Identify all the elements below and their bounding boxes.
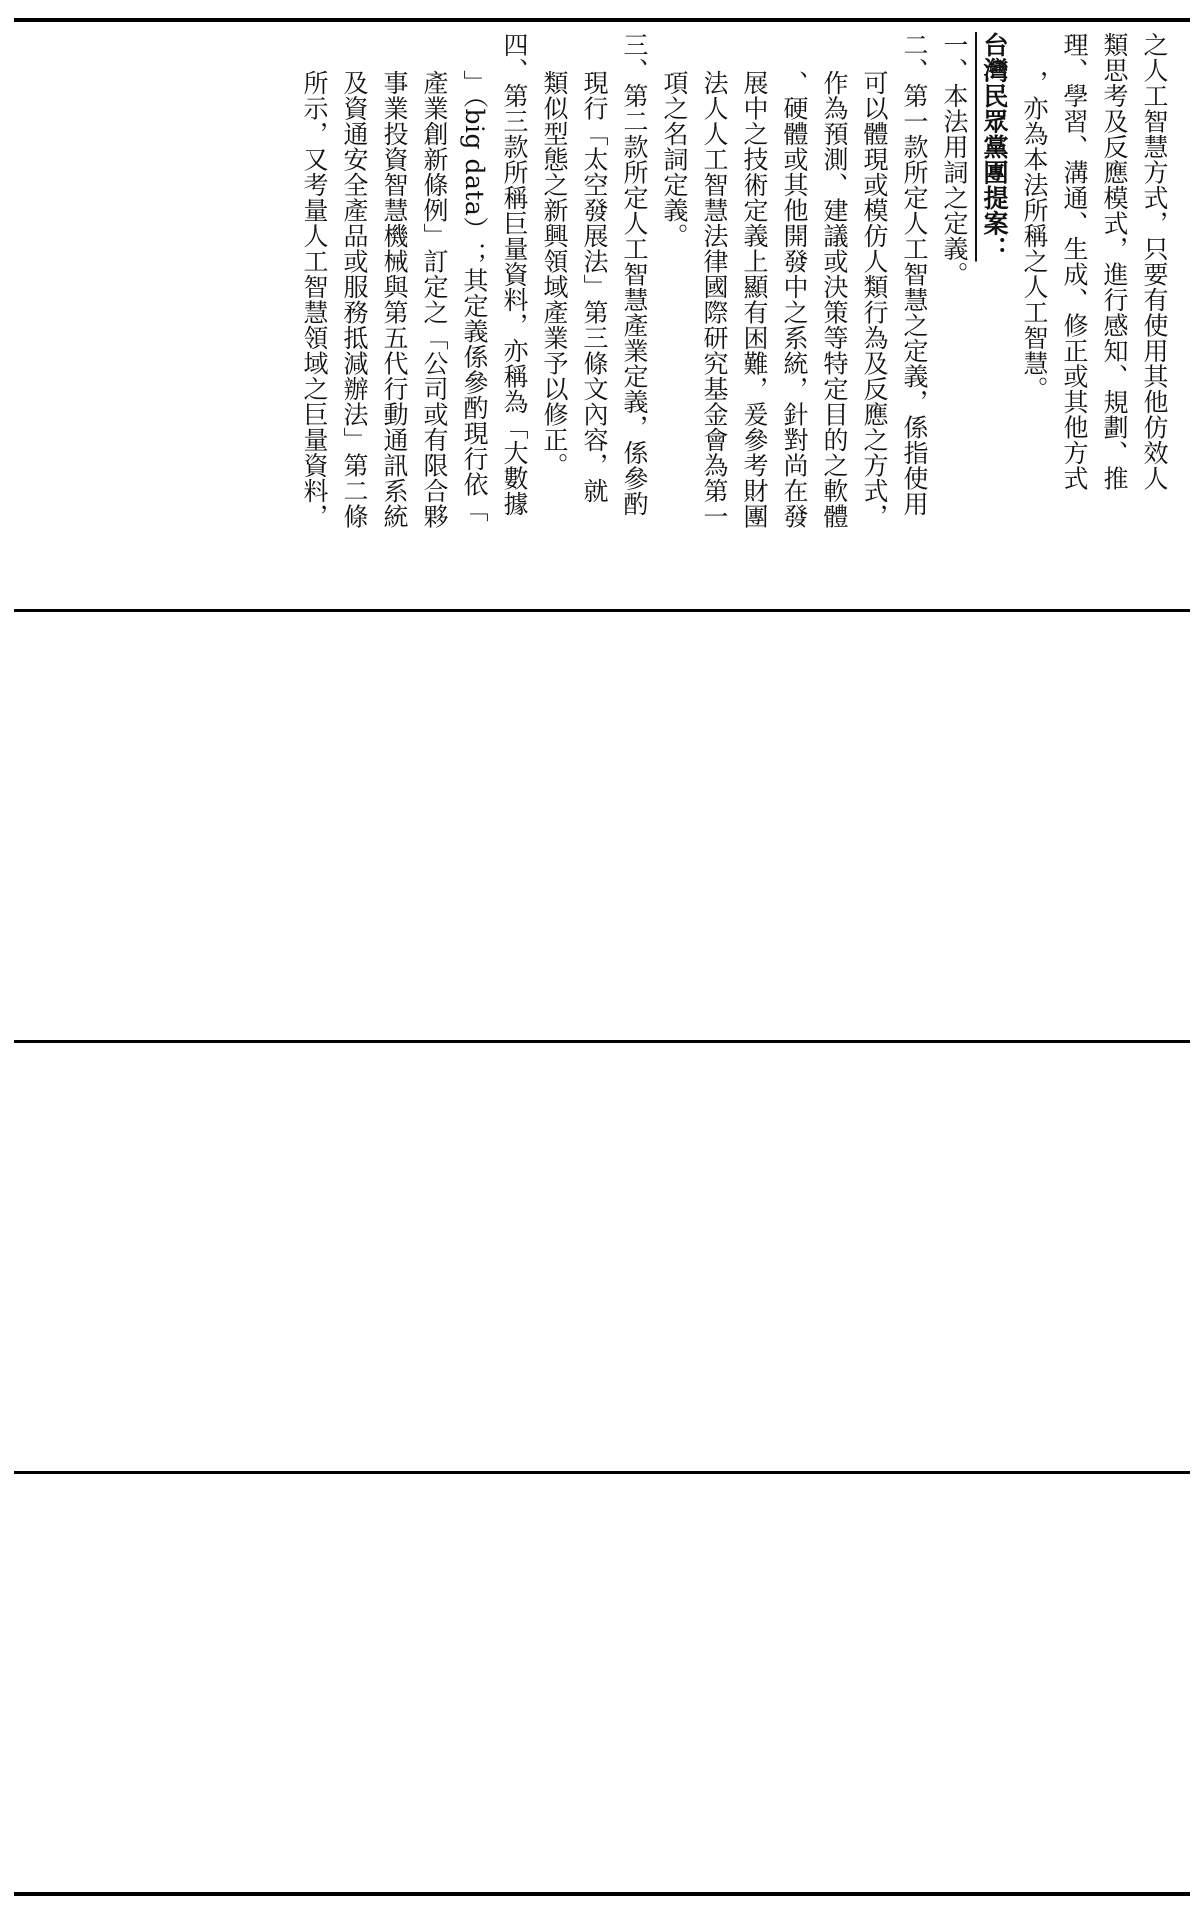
section-heading: 台灣民眾黨團提案： <box>980 32 1009 262</box>
text-line-13: 項之名詞定義。 <box>660 70 689 249</box>
text-line-21: 及資通安全產品或服務抵減辦法」第二條 <box>340 70 369 529</box>
text-line-16: 類似型態之新興領域產業予以修正。 <box>540 70 569 478</box>
empty-cell-2 <box>14 1043 1190 1471</box>
empty-cell-3 <box>14 1474 1190 1892</box>
text-line-3: 理、學習、溝通、生成、修正或其他方式 <box>1060 32 1089 491</box>
text-line-14: 三、第二款所定人工智慧產業定義，係參酌 <box>620 32 649 517</box>
text-line-8: 可以體現或模仿人類行為及反應之方式， <box>860 70 889 529</box>
text-line-10: 、硬體或其他開發中之系統，針對尚在發 <box>780 70 809 529</box>
text-line-12: 法人人工智慧法律國際研究基金會為第一 <box>700 70 729 529</box>
text-line-6: 一、本法用詞之定義。 <box>940 32 969 287</box>
text-line-22: 所示，又考量人工智慧領域之巨量資料， <box>300 70 329 529</box>
empty-cell-1 <box>14 612 1190 1040</box>
text-line-4: ，亦為本法所稱之人工智慧。 <box>1020 70 1049 402</box>
text-line-18: 」（big data）；其定義係參酌現行依「 <box>460 70 489 523</box>
text-line-2: 類思考及反應模式，進行感知、規劃、推 <box>1100 32 1129 491</box>
text-line-9: 作為預測、建議或決策等特定目的之軟體 <box>820 70 849 529</box>
text-line-20: 事業投資智慧機械與第五代行動通訊系統 <box>380 70 409 529</box>
bottom-rule <box>14 1892 1190 1896</box>
vertical-text-column <box>14 32 1174 592</box>
text-line-7: 二、第一款所定人工智慧之定義，係指使用 <box>900 32 929 517</box>
text-line-11: 展中之技術定義上顯有困難，爰參考財團 <box>740 70 769 529</box>
text-line-15: 現行「太空發展法」第三條文內容，就 <box>580 70 609 504</box>
top-rule <box>14 18 1190 22</box>
text-line-17: 四、第三款所稱巨量資料，亦稱為「大數據 <box>500 32 529 517</box>
text-line-1: 之人工智慧方式，只要有使用其他仿效人 <box>1140 32 1169 491</box>
text-line-19: 產業創新條例」訂定之「公司或有限合夥 <box>420 70 449 529</box>
